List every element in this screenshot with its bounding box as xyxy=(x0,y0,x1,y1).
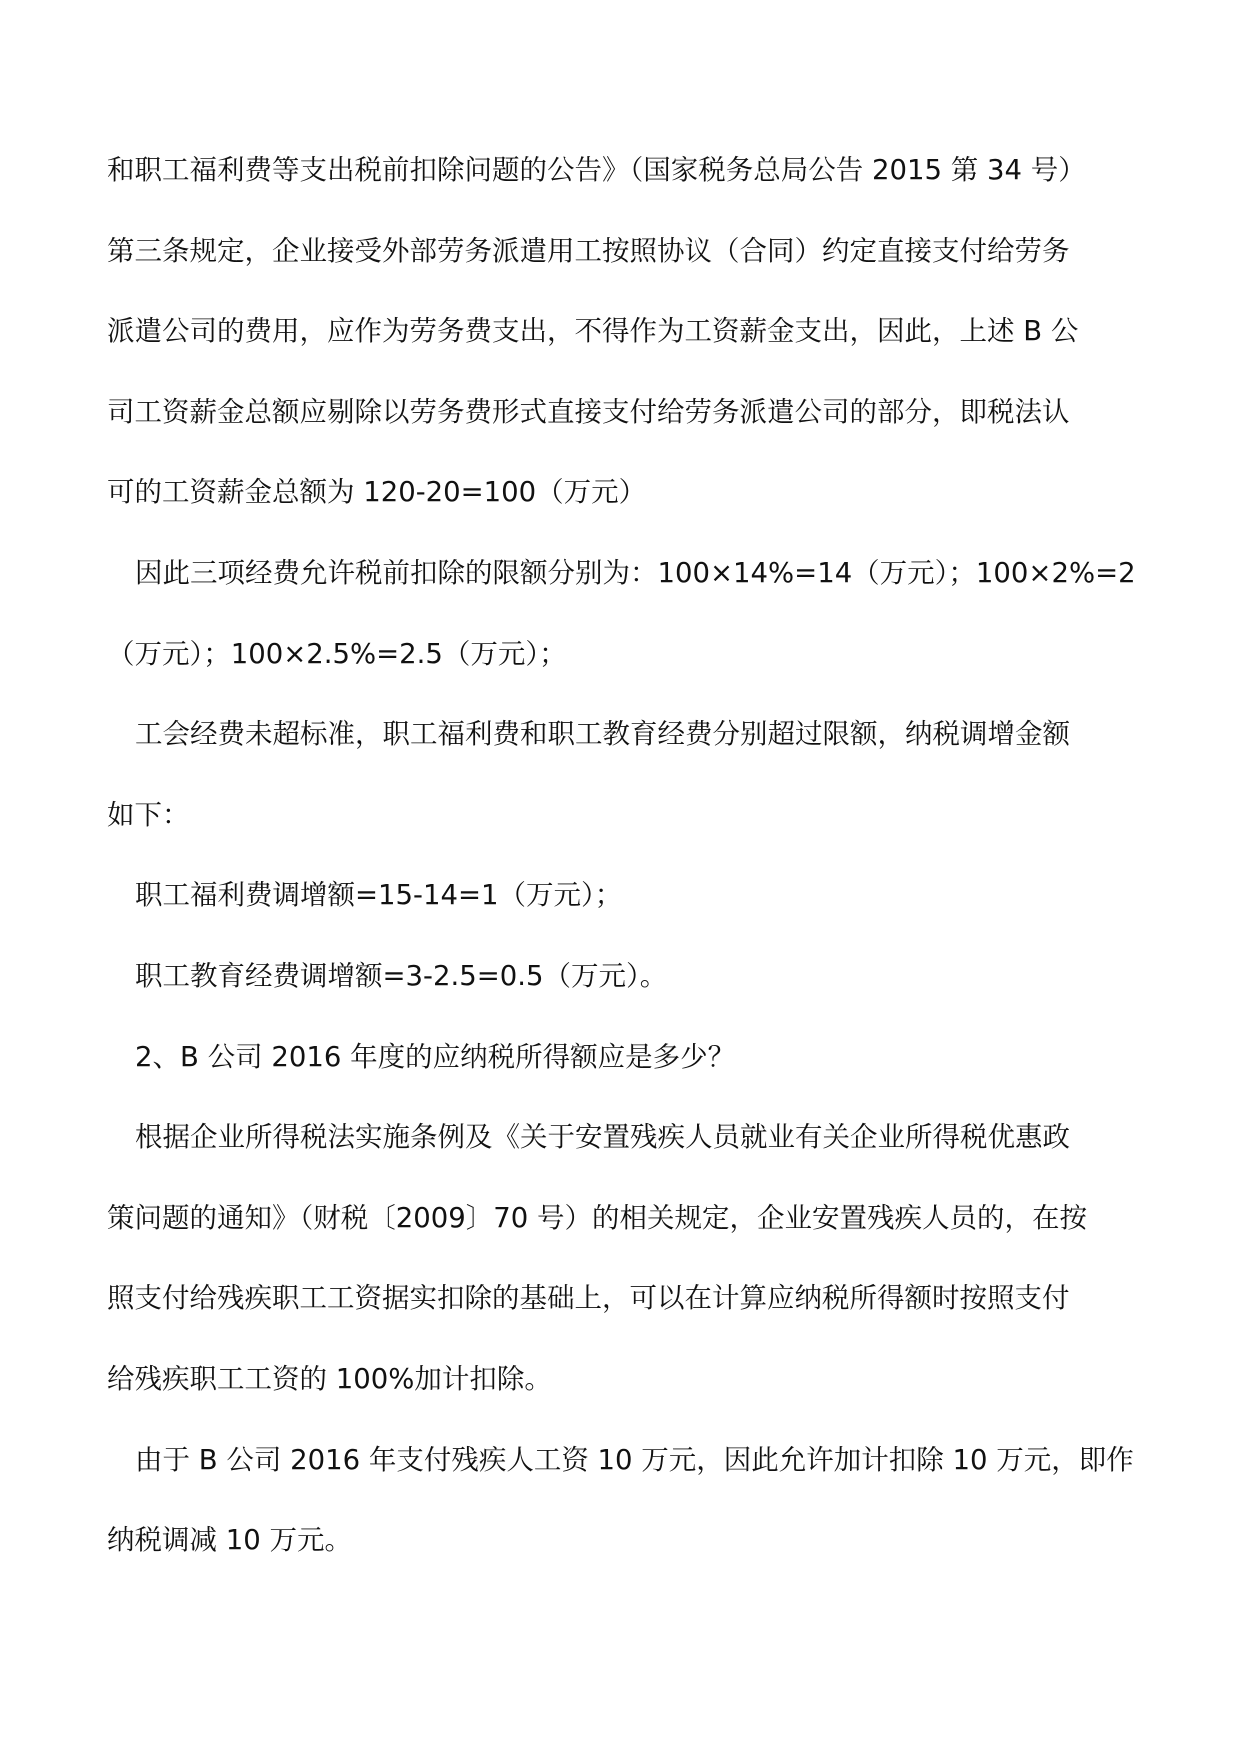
text-line-6: 因此三项经费允许税前扣除的限额分别为：100×14%=14（万元）；100×2%=2 xyxy=(135,556,1136,589)
text-line-2: 第三条规定，企业接受外部劳务派遣用工按照协议（合同）约定直接支付给劳务 xyxy=(107,234,1070,267)
document-page xyxy=(107,150,1137,1601)
text-line-17: 由于 B 公司 2016 年支付残疾人工资 10 万元，因此允许加计扣除 10 万元，即作 xyxy=(135,1443,1134,1476)
text-line-9: 如下： xyxy=(107,798,190,831)
text-line-1: 和职工福利费等支出税前扣除问题的公告》（国家税务总局公告 2015 第 34 号） xyxy=(107,154,1086,186)
text-line-8: 工会经费未超标准，职工福利费和职工教育经费分别超过限额，纳税调增金额 xyxy=(135,718,1070,751)
text-line-11: 职工教育经费调增额=3-2.5=0.5（万元）。 xyxy=(135,959,668,992)
text-line-14: 策问题的通知》（财税〔2009〕70 号）的相关规定，企业安置残疾人员的，在按 xyxy=(107,1201,1087,1234)
text-line-16: 给残疾职工工资的 100%加计扣除。 xyxy=(107,1362,552,1395)
text-line-15: 照支付给残疾职工工资据实扣除的基础上，可以在计算应纳税所得额时按照支付 xyxy=(107,1282,1070,1315)
text-line-10: 职工福利费调增额=15-14=1（万元）； xyxy=(135,879,623,912)
section-heading-2: 2、B 公司 2016 年度的应纳税所得额应是多少？ xyxy=(135,1040,736,1073)
text-line-13: 根据企业所得税法实施条例及《关于安置残疾人员就业有关企业所得税优惠政 xyxy=(135,1121,1070,1154)
text-line-4: 司工资薪金总额应剔除以劳务费形式直接支付给劳务派遣公司的部分，即税法认 xyxy=(107,395,1070,428)
text-line-5: 可的工资薪金总额为 120-20=100（万元） xyxy=(107,476,647,509)
text-line-7: （万元）；100×2.5%=2.5（万元）； xyxy=(107,637,567,670)
text-line-18: 纳税调减 10 万元。 xyxy=(107,1524,352,1557)
text-line-3: 派遣公司的费用，应作为劳务费支出，不得作为工资薪金支出，因此，上述 B 公 xyxy=(107,315,1079,348)
